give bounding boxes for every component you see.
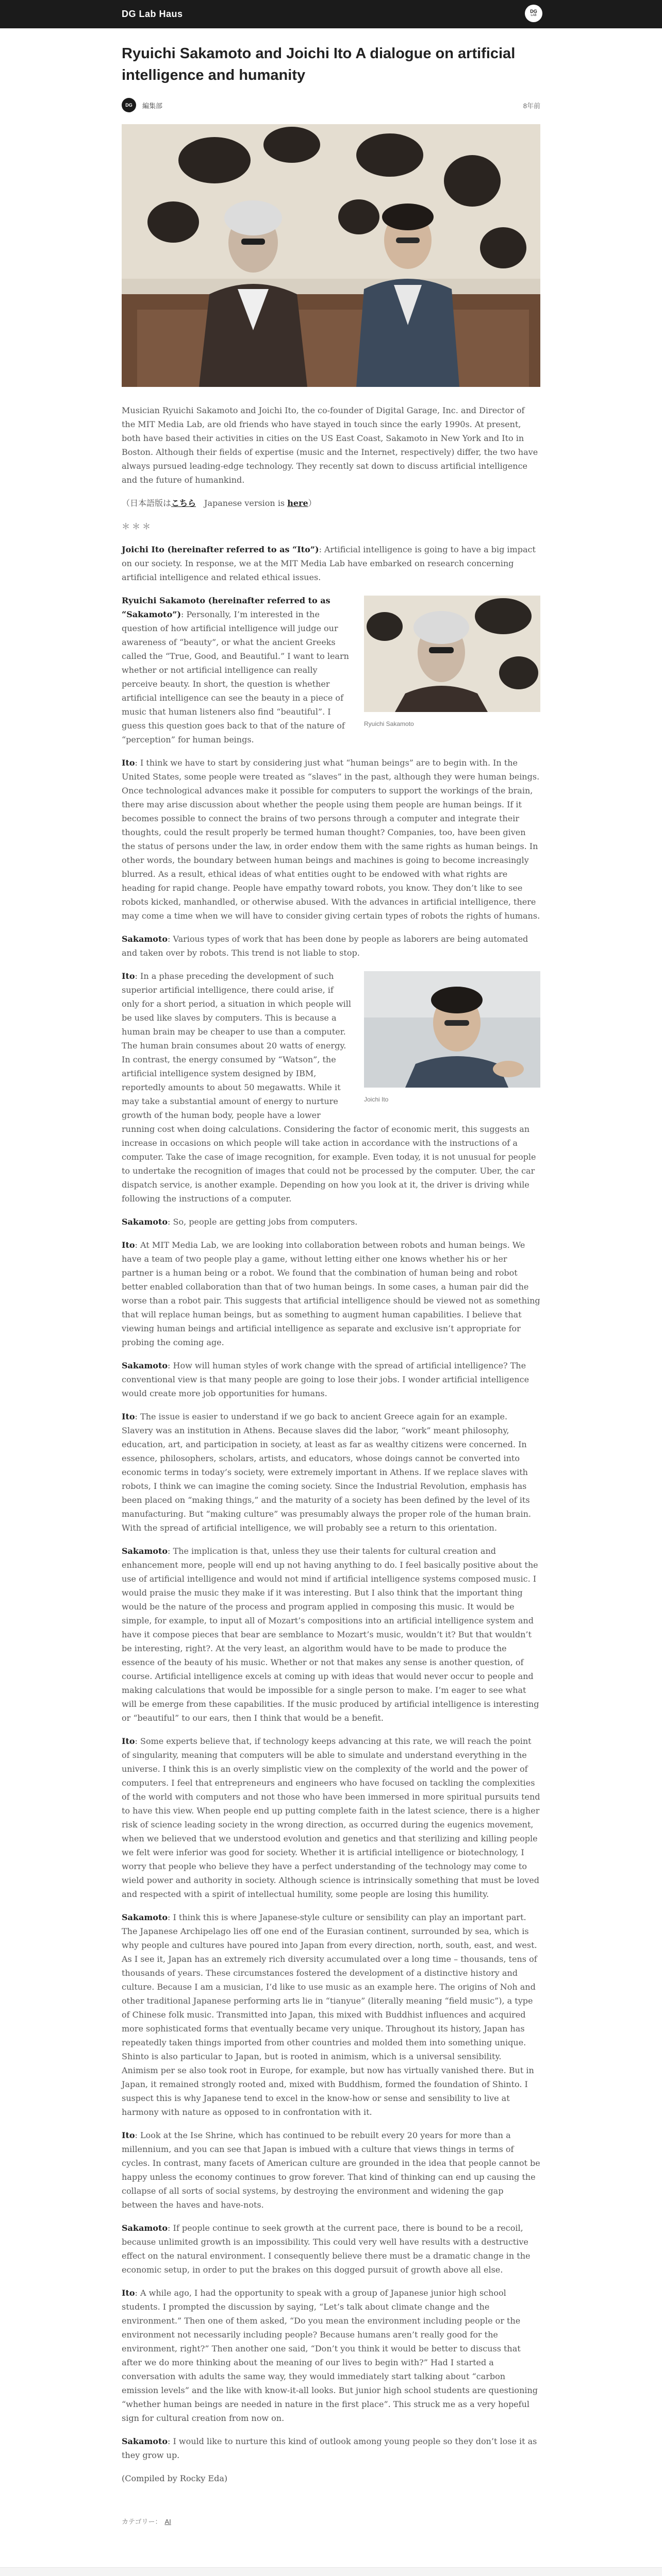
- paragraph-text: : A while ago, I had the opportunity to speak with a group of Japanese junior high school students. I prompted the discussion by saying, “Let’s talk about climate change and the environment.” Then one of them asked, “Do you mean the environment including people or the environment not necessarily including people? Because humans aren’t really good for the environment, right?” Then another one said, “Don’t you think it would be better to discuss that after we do more thinking about the meaning of our lives to begin with?” Had I started a conversation with adults the same way, they would immediately start talking about “carbon emission levels” and the like with know-it-all looks. But junior high school students are questioning “whether human beings are needed in nature in the first place”. This struck me as a very hopeful sign for cultural creation from now on.: [122, 2288, 538, 2423]
- paragraph-text: : I would like to nurture this kind of outlook among young people so they don’t lose it as they grow up.: [122, 2436, 537, 2460]
- paragraph-text: : Artificial intelligence is going to have a big impact on our society. In response, we at the MIT Media Lab have embarked on research concerning artificial intelligence and related ethical issues.: [122, 545, 536, 582]
- hero-photo: [122, 124, 540, 387]
- speaker-name: Sakamoto: [122, 1912, 168, 1922]
- paragraph-text: : The issue is easier to understand if we go back to ancient Greece again for an example. Slavery was an institution in Athens. Because slaves did the labor, “work” meant philosophy, education, art, and participation in society, at least as far as wealthy citizens were concerned. In essence, philosophers, scholars, artists, and educators, whose doings cannot be converted into economic terms in today’s society, were extremely important in Athens. If we replace slaves with robots, I think we can imagine the coming society. Since the Industrial Revolution, emphasis has been placed on “making things,” and the maturity of a society has been defined by the level of its manufacturing. But “making culture” was presumably always the proper role of the human brain. With the spread of artificial intelligence, we will probably see a return to this orientation.: [122, 1412, 531, 1533]
- japanese-version-link[interactable]: こちら: [171, 498, 196, 508]
- speaker-name: Sakamoto: [122, 1361, 168, 1370]
- ito-figure: [364, 971, 540, 1107]
- paragraph-text: : So, people are getting jobs from computers.: [168, 1217, 358, 1227]
- english-version-link[interactable]: here: [287, 498, 308, 508]
- author-name[interactable]: 編集部: [142, 101, 163, 110]
- speaker-name: Ito: [122, 2288, 135, 2298]
- paragraph-text: : In a phase preceding the development of such superior artificial intelligence, there could arise, if only for a short period, a situation in which people will be used like slaves by computers. This is because a human brain may be cheaper to use than a computer. The human brain consumes about 20 watts of energy. In contrast, the energy consumed by “Watson”, the artificial intelligence system designed by IBM, reportedly amounts to about 50 megawatts. While it may take a substantial amount of energy to nurture growth of the human body, people have a lower running cost when doing calculations. Considering the factor of economic merit, this suggests an increase in occasions on which people will take action in accordance with the instructions of a computer. Take the case of image recognition, for example. Even today, it is not unusual for people to undertake the recognition of images that could not be processed by the computer. Uber, the car dispatch service, is another example. Depending on how you look at it, the driver is driving while following the instructions of a computer.: [122, 971, 536, 1204]
- speaker-name: Sakamoto: [122, 2223, 168, 2233]
- category-label: カテゴリー：: [122, 2518, 162, 2526]
- logo-text-top: DG: [530, 9, 537, 14]
- paragraph-text: : How will human styles of work change with the spread of artificial intelligence? The conventional view is that many people are going to lose their jobs. I wonder artificial intelligence would create more job opportunities for humans.: [122, 1361, 529, 1398]
- paragraph-text: : Various types of work that has been done by people as laborers are being automated and taken over by robots. This trend is not liable to stop.: [122, 934, 528, 958]
- speaker-name: Ryuichi Sakamoto (hereinafter referred to as “Sakamoto”): [122, 596, 330, 619]
- dialogue-paragraph: [122, 2286, 540, 2425]
- speaker-name: Ito: [122, 971, 135, 981]
- figure-caption: Joichi Ito: [364, 1096, 389, 1103]
- paragraph-text: : Personally, I’m interested in the question of how artificial intelligence will judge our awareness of “beauty”, or what the ancient Greeks called the “True, Good, and Beautiful.” I want to learn whether or not artificial intelligence can really perceive beauty. In short, the question is whether artificial intelligence can see the beauty in a piece of music that human listeners also find “beautiful”. I guess this question goes back to that of the nature of “perception” for human beings.: [122, 609, 349, 744]
- paragraph-text: : I think we have to start by considering just what “human beings” are to begin with. In the United States, some people were treated as “slaves” in the past, although they were human beings. Once technological advances make it possible for computers to support the workings of the brain, there may arise discussion about whether the people using them people are human beings. If it becomes possible to connect the brains of two persons through a computer and integrate their thoughts, could the result properly be termed human thought? Companies, too, have been given the status of persons under the law, in order endow them with the same rights as human beings. In other words, the boundary between human beings and machines is going to become increasingly blurred. As a result, ethical ideas of what entities ought to be endowed with what rights are heading for rapid change. People have empathy toward robots, you know. They don’t like to see robots kicked, manhandled, or otherwise abused. With the advances in artificial intelligence, there may come a time when we will have to consider giving certain types of robots the rights of humans.: [122, 758, 540, 921]
- paragraph-text: : The implication is that, unless they use their talents for cultural creation and enhancement more, people will end up not having anything to do. I feel basically positive about the use of artificial intelligence and would not mind if artificial intelligence systems composed music. I would praise the music they make if it was interesting. But I also think that the important thing would be the nature of the process and program applied in composing this music. It would be simple, for example, to input all of Mozart’s compositions into an artificial intelligence system and have it compose pieces that bear are semblance to Mozart’s music, wouldn’t it? But that wouldn’t be interesting, right?. At the very least, an algorithm would have to be made to produce the essence of the beauty of his music. Whether or not that makes any sense is another question, of course. Artificial intelligence excels at coming up with ideas that would never occur to people and making calculations that would be impossible for a single person to make. I’m eager to see what will be emerge from these capabilities. If the music produced by artificial intelligence is interesting or “beautiful” to our ears, then I think that would be a benefit.: [122, 1546, 539, 1723]
- speaker-name: Ito: [122, 2130, 135, 2140]
- hero-photo-illustration: [122, 124, 540, 387]
- article-intro: Musician Ryuichi Sakamoto and Joichi Ito, the co-founder of Digital Garage, Inc. and Director of the MIT Media Lab, are old friends who have stayed in touch since the early 1990s. At present, both have based their activities in cities on the US East Coast, Sakamoto in New York and Ito in Boston. Although their fields of expertise (music and the Internet, respectively) differ, the two have always pursued leading-edge technology. They recently sat down to discuss artificial intelligence and the future of humankind.: [122, 405, 538, 485]
- publish-date: 8年前: [523, 101, 540, 110]
- paragraph-text: : Look at the Ise Shrine, which has continued to be rebuilt every 20 years for more than a millennium, and you can see that Japan is imbued with a culture that views things in terms of cycles. In contrast, many facets of American culture are grounded in the idea that people cannot be happy unless the economy continues to grow forever. That kind of thinking can end up causing the collapse of all sorts of social systems, by destroying the environment and widening the gap between the haves and have-nots.: [122, 2130, 540, 2210]
- language-note-suffix: ）: [308, 498, 317, 508]
- language-note-middle: Japanese version is: [196, 498, 288, 508]
- dialogue-paragraph: [122, 756, 540, 923]
- compiled-by: (Compiled by Rocky Eda): [122, 2473, 228, 2483]
- language-note-prefix: （日本語版は: [122, 498, 172, 508]
- article-body: [122, 403, 540, 2485]
- top-bar: [0, 0, 662, 28]
- dialogue-paragraph: [122, 1734, 540, 1901]
- article-page: [122, 43, 540, 2547]
- speaker-name: Joichi Ito (hereinafter referred to as “Ito”): [122, 545, 319, 554]
- site-brand[interactable]: DG Lab Haus: [122, 9, 183, 19]
- paragraph-text: : At MIT Media Lab, we are looking into collaboration between robots and human beings. We have a team of two people play a game, without letting either one knows whether his or her partner is a human being or a robot. We found that the combination of human being and robot better enabled collaboration than that of two human beings. In some cases, a human pair did the worse than a robot pair. This suggests that artificial intelligence should be viewed not as something that will replace human beings, but as something to augment human capabilities. I believe that viewing human beings and artificial intelligence as separate and exclusive isn’t appropriate for probing the coming age.: [122, 1240, 540, 1347]
- article-meta: [122, 97, 540, 113]
- category-link[interactable]: AI: [164, 2518, 171, 2526]
- author-avatar[interactable]: DG: [122, 98, 136, 112]
- dialogue-paragraph: [122, 932, 540, 960]
- dialogue-paragraph: [122, 2128, 540, 2212]
- dialogue-paragraph: [122, 2434, 540, 2462]
- ito-photo: [364, 971, 540, 1088]
- sakamoto-figure: [364, 596, 540, 731]
- sakamoto-photo: [364, 596, 540, 712]
- logo-text-bottom: LAB: [531, 14, 537, 17]
- section-divider: ＊＊＊: [122, 521, 153, 531]
- paragraph-text: : Some experts believe that, if technology keeps advancing at this rate, we will reach the point of singularity, meaning that computers will be able to simulate and understand everything in the universe. I think this is an overly simplistic view on the complexity of the world and the power of computers. I feel that entrepreneurs and engineers who have focused on tackling the complexities of the world with computers and not those who have been immersed in more spiritual pursuits tend to have this view. When people end up putting complete faith in the latest science, there is a higher risk of science leading society in the wrong direction, as occurred during the eugenics movement, when we believed that we understood evolution and genetics and that sterilizing and killing people we felt were inferior was good for society. Whether it is artificial intelligence or biotechnology, I worry that people who believe they have a perfect understanding of the technology may come to wield power and authority in society. Although science is intrinsically something that must be loved and respected with a spirit of intellectual humility, some people are losing this humility.: [122, 1736, 540, 1899]
- dialogue-paragraph: [122, 1238, 540, 1349]
- dialogue-paragraph: [122, 1910, 540, 2119]
- speaker-name: Ito: [122, 1240, 135, 1250]
- article-title: Ryuichi Sakamoto and Joichi Ito A dialogue on artificial intelligence and humanity: [122, 45, 516, 83]
- dialogue-paragraph: [122, 1410, 540, 1535]
- language-note: [122, 496, 540, 510]
- category-line: [122, 2516, 540, 2547]
- speaker-name: Sakamoto: [122, 2436, 168, 2446]
- figure-caption: Ryuichi Sakamoto: [364, 720, 414, 727]
- speaker-name: Sakamoto: [122, 1546, 168, 1556]
- speaker-name: Ito: [122, 758, 135, 768]
- dg-lab-logo[interactable]: [525, 5, 542, 22]
- dialogue-paragraph: [122, 1215, 540, 1229]
- site-footer: [0, 2567, 662, 2576]
- speaker-name: Sakamoto: [122, 934, 168, 944]
- dialogue-paragraph: [122, 1544, 540, 1725]
- speaker-name: Ito: [122, 1736, 135, 1746]
- dialogue-paragraph: [122, 543, 540, 584]
- paragraph-text: : I think this is where Japanese-style culture or sensibility can play an important part. The Japanese Archipelago lies off one end of the Eurasian continent, surrounded by sea, which is why people and cultures have poured into Japan from every direction, north, south, east, and west. As I see it, Japan has an extremely rich diversity accumulated over a long time – thousands, tens of thousands of years. These circumstances fostered the development of a distinctive history and culture. Because I am a musician, I’d like to use music as an example here. The origins of Noh and other traditional Japanese performing arts lie in “tianyue” (literally meaning “field music”), a type of Chinese folk music. Transmitted into Japan, this mixed with Buddhist influences and acquired more sophisticated forms that eventually became very unique. Throughout its history, Japan has repeatedly taken things imported from other countries and molded them into something unique. Shinto is also particular to Japan, but is rooted in animism, which is a universal sensibility. Animism per se also took root in Europe, for example, but now has virtually vanished there. But in Japan, it remained strongly rooted and, mixed with Buddhism, formed the foundation of Shinto. I suspect this is why Japanese tend to excel in the know-how or sense and sensibility to live at harmony with nature as opposed to in confrontation with it.: [122, 1912, 537, 2117]
- dialogue-paragraph: [122, 1359, 540, 1400]
- dialogue-paragraph: [122, 2221, 540, 2277]
- speaker-name: Sakamoto: [122, 1217, 168, 1227]
- paragraph-text: : If people continue to seek growth at the current pace, there is bound to be a recoil, because unlimited growth is an impossibility. This could very well have results with a destructive effect on the natural environment. I consequently believe there must be a dramatic change in the economic setup, in order to put the brakes on this dogged pursuit of growth above all else.: [122, 2223, 531, 2275]
- speaker-name: Ito: [122, 1412, 135, 1421]
